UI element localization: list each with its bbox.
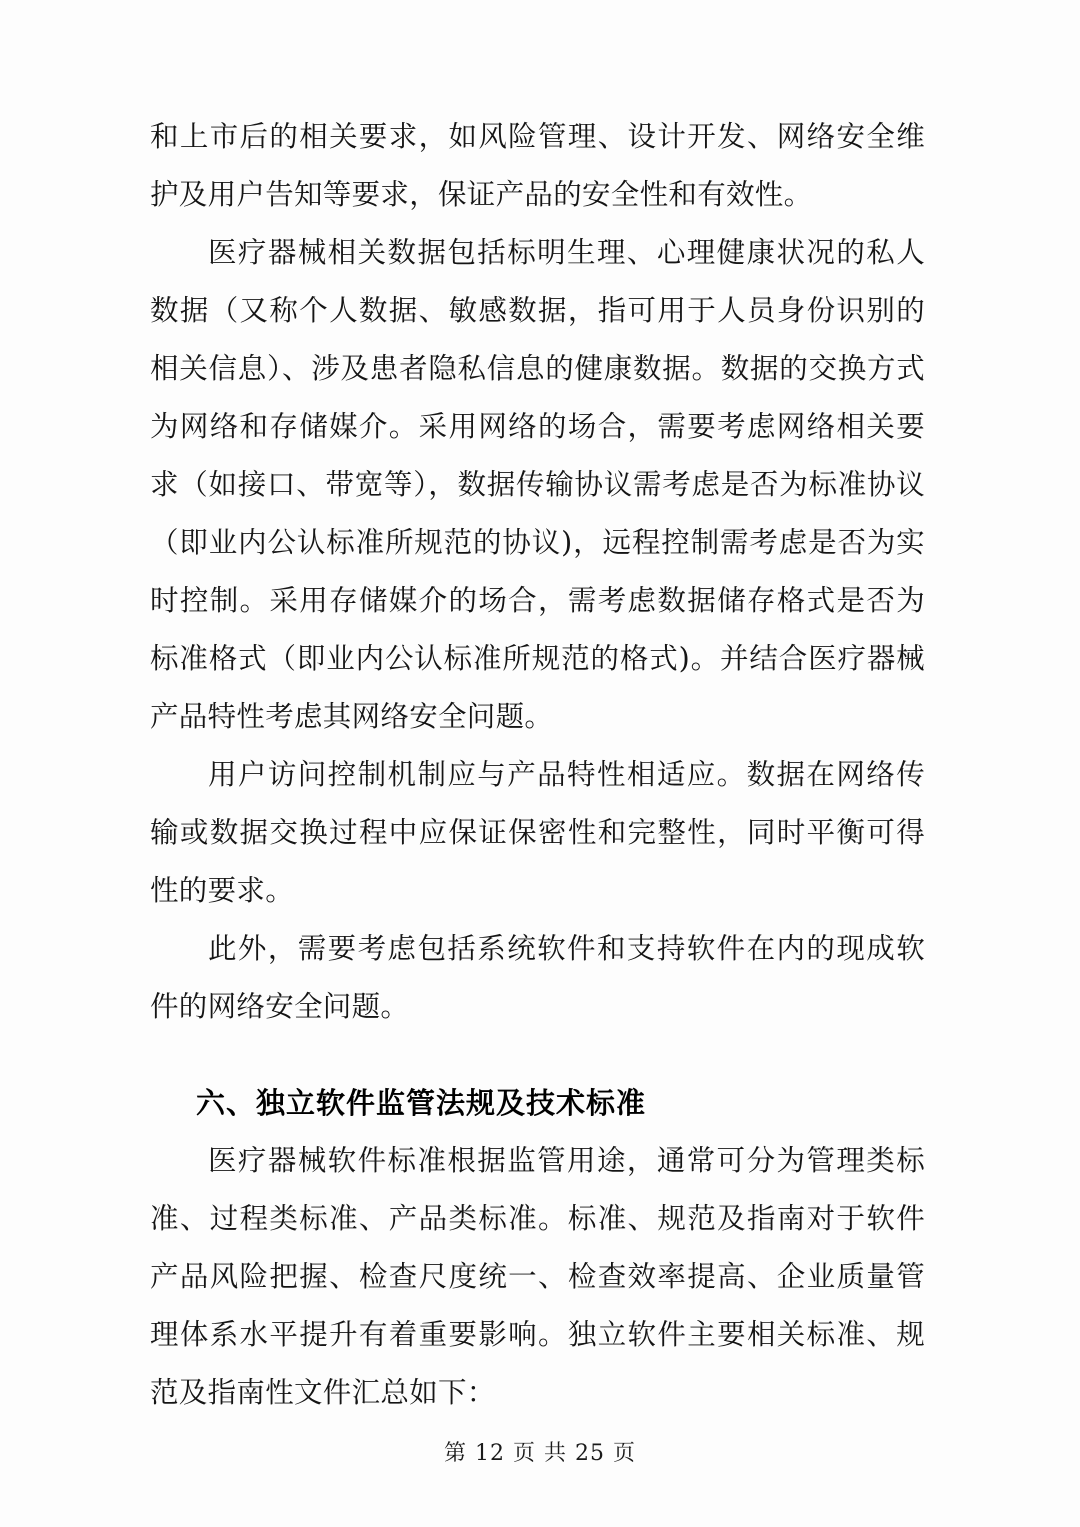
page-footer: 第 12 页 共 25 页 [444,1441,636,1466]
paragraph-data-definition: 医疗器械相关数据包括标明生理、心理健康状况的私人数据（又称个人数据、敏感数据，指可用于人员身份识别的相关信息）、涉及患者隐私信息的健康数据。数据的交换方式为网络和存储媒介。采用网络的场合，需要考虑网络相关要求（如接口、带宽等），数据传输协议需考虑是否为标准协议（即业内公认标准所规范的协议)，远程控制需考虑是否为实时控制。采用存储媒介的场合，需考虑数据储存格式是否为标准格式（即业内公认标准所规范的格式)。并结合医疗器械产品特性考虑其网络安全问题。 [150,236,925,733]
section-heading: 六、独立软件监管法规及技术标准 [196,1086,647,1120]
section-spacer [150,1036,925,1074]
paragraph-standards-overview: 医疗器械软件标准根据监管用途，通常可分为管理类标准、过程类标准、产品类标准。标准、规范及指南对于软件产品风险把握、检查尺度统一、检查效率提高、企业质量管理体系水平提升有着重要影响。独立软件主要相关标准、规范及指南性文件汇总如下： [150,1144,925,1409]
paragraph-continuation: 和上市后的相关要求，如风险管理、设计开发、网络安全维护及用户告知等要求，保证产品的安全性和有效性。 [150,120,925,211]
page-content [150,108,925,1422]
paragraph-access-control: 用户访问控制机制应与产品特性相适应。数据在网络传输或数据交换过程中应保证保密性和完整性，同时平衡可得性的要求。 [150,758,925,907]
paragraph-off-the-shelf-software: 此外，需要考虑包括系统软件和支持软件在内的现成软件的网络安全问题。 [150,932,925,1023]
